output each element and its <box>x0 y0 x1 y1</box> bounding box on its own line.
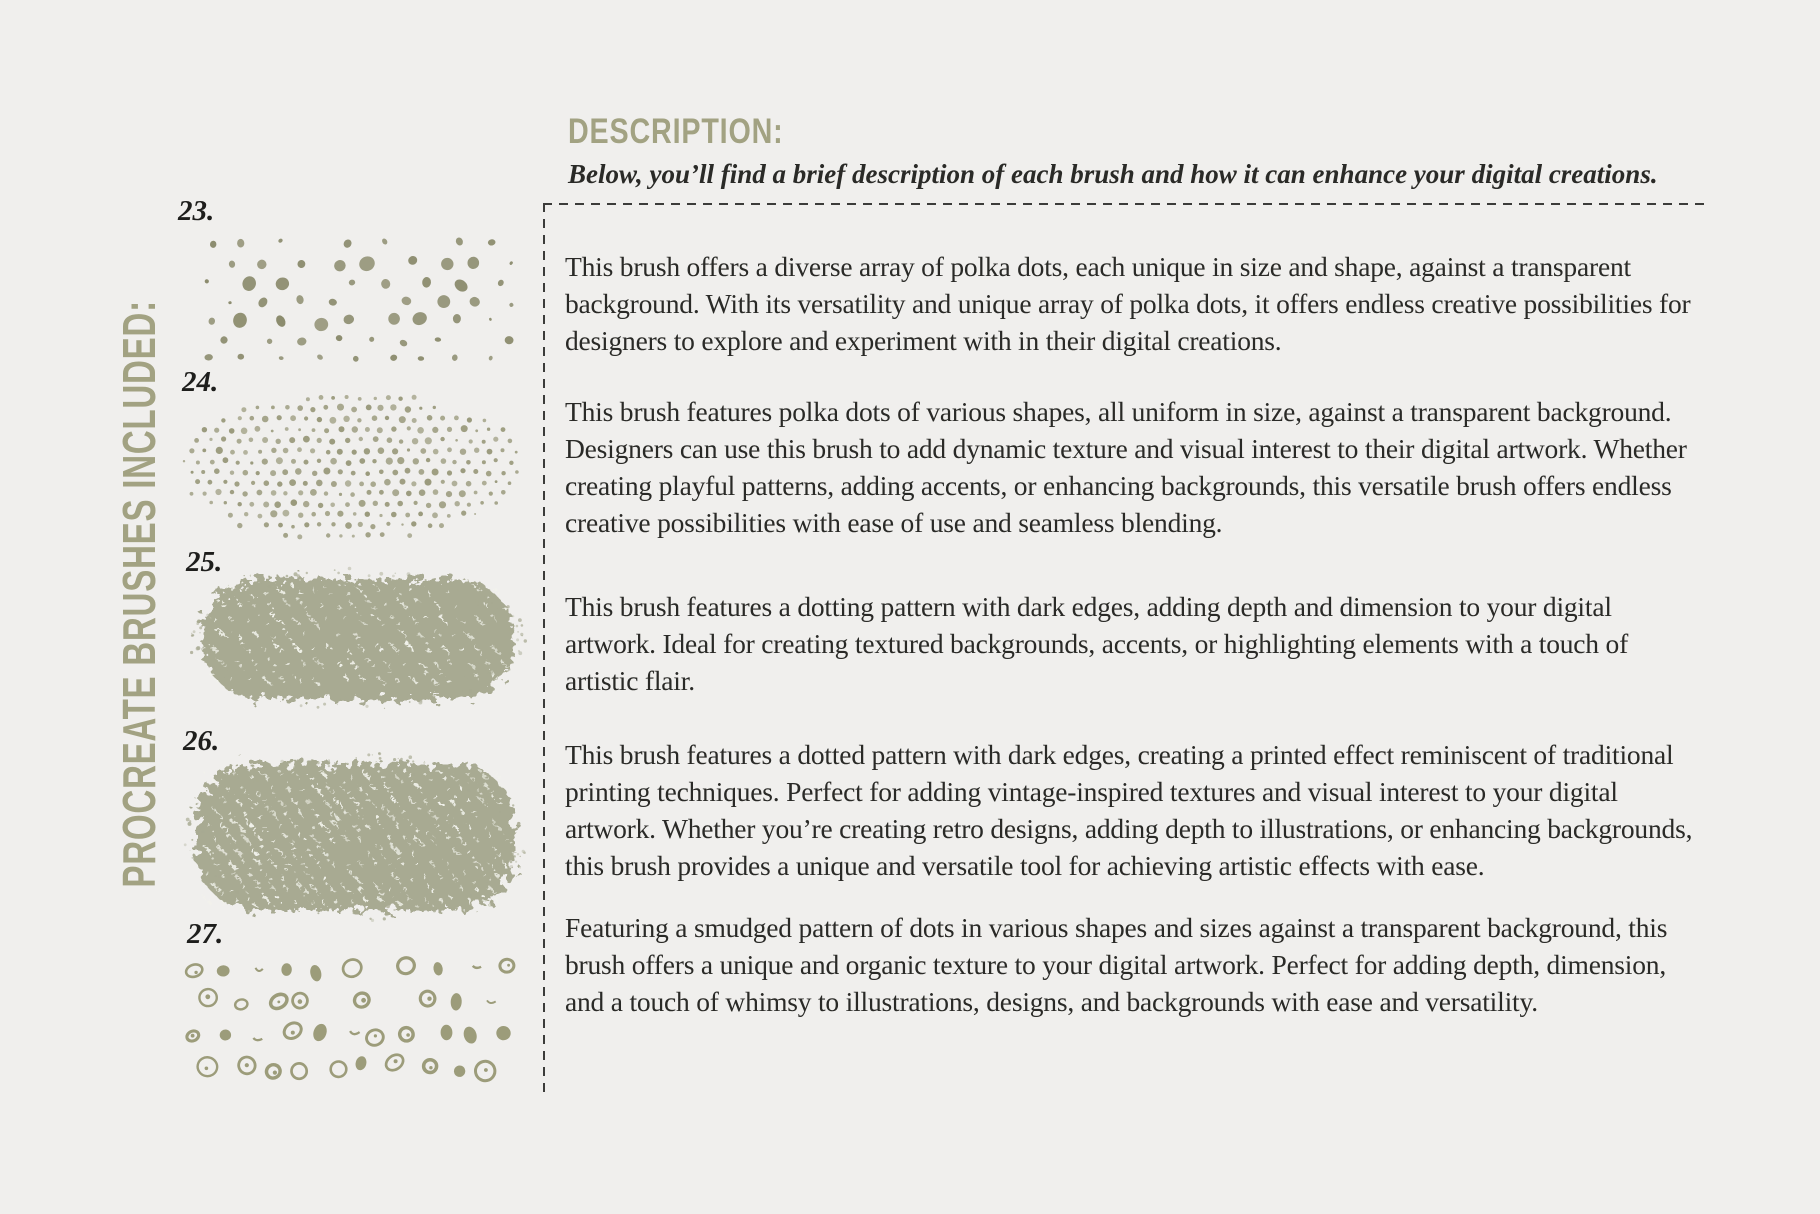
brush-sample <box>180 953 528 1085</box>
sidebar-vertical-label: PROCREATE BRUSHES INCLUDED: <box>113 300 165 888</box>
brush-number-23: 23. <box>178 195 215 227</box>
brush-number-26: 26. <box>183 725 220 757</box>
brush-number-27: 27. <box>187 918 224 950</box>
brush-description-23: This brush offers a diverse array of polka dots, each unique in size and shape, against a transparent background. With its versatility and unique array of polka dots, it offers endless creative possibilities for designers to explore and experiment with in their digital creations. <box>565 251 1691 356</box>
description-subtitle: Below, you’ll find a brief description of each brush and how it can enhance your digital creations. <box>568 159 1658 189</box>
brush-number-25: 25. <box>186 546 223 578</box>
brush-description-24: This brush features polka dots of various shapes, all uniform in size, against a transparent background. Designers can use this brush to add dynamic texture and visual interest to their digital artwork. Whether creating playful patterns, adding accents, or enhancing backgrounds, this versatile brush offers endless creative possibilities with ease of use and seamless blending. <box>565 396 1687 538</box>
description-heading: DESCRIPTION: <box>568 112 784 151</box>
brush-description-25: This brush features a dotting pattern with dark edges, adding depth and dimension to your digital artwork. Ideal for creating textured backgrounds, accents, or highlighting elements with a touch of artistic flair. <box>565 591 1629 696</box>
brush-description-27: Featuring a smudged pattern of dots in various shapes and sizes against a transparent background, this brush offers a unique and organic texture to your digital artwork. Perfect for adding depth, dimension, and a touch of whimsy to illustrations, designs, and backgrounds with ease and versatility. <box>565 912 1668 1017</box>
brush-sample <box>180 750 530 924</box>
brush-sample <box>186 565 530 713</box>
brush-description-26: This brush features a dotted pattern with dark edges, creating a printed effect reminiscent of traditional printing techniques. Perfect for adding vintage-inspired textures and visual interest to your digital artwork. Whether you’re creating retro designs, adding depth to illustrations, or enhancing backgrounds, this brush provides a unique and versatile tool for achieving artistic effects with ease. <box>565 739 1693 881</box>
brush-sample <box>192 230 514 370</box>
brush-number-24: 24. <box>182 366 219 398</box>
brush-sample <box>176 392 524 540</box>
description-panel <box>543 203 1710 1093</box>
